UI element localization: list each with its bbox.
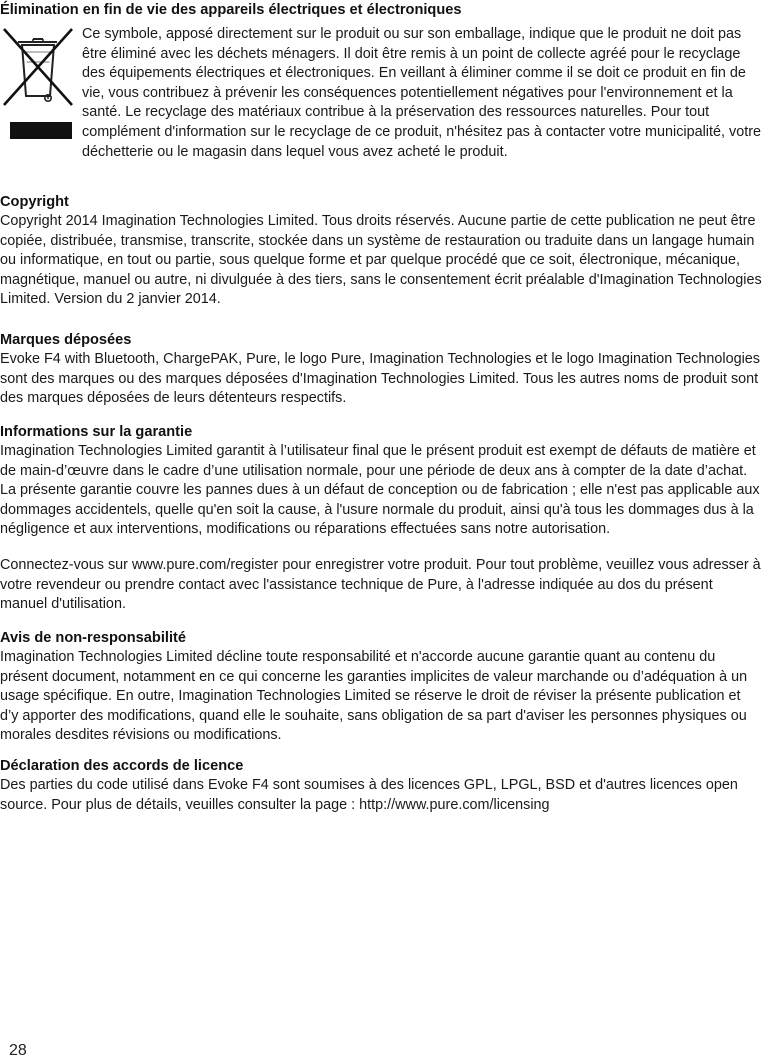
disclaimer-heading: Avis de non-responsabilité [0, 630, 186, 646]
trademarks-heading: Marques déposées [0, 332, 132, 348]
licence-heading: Déclaration des accords de licence [0, 758, 244, 774]
weee-paragraph: Ce symbole, apposé directement sur le produit ou sur son emballage, indique que le produit ne doit pas être éliminé avec les déchets ménagers. Il doit être remis à un point de collecte agréé pour le recyclage des équipements électriques et électroniques. En veillant à éliminer comme il se doit ce produit en fin de vie, vous contribuez à prévenir les conséquences potentiellement négatives pour l'environnement et la santé. Le recyclage des matériaux contribue à la préservation des ressources naturelles. Pour tout complément d'information sur le recyclage de ce produit, n'hésitez pas à contacter votre municipalité, votre déchetterie ou le magasin dans lequel vous avez acheté le produit. [82, 26, 761, 160]
warranty-paragraph-2: Connectez-vous sur www.pure.com/register pour enregistrer votre produit. Pour tout problème, veuillez vous adresser à votre revendeur ou prendre contact avec l'assistance technique de Pure, à l'adresse indiquée au dos du présent manuel d'utilisation. [0, 557, 761, 613]
page-number: 28 [9, 1042, 27, 1059]
weee-heading: Élimination en fin de vie des appareils électriques et électroniques [0, 2, 462, 18]
warranty-heading: Informations sur la garantie [0, 424, 193, 440]
licence-paragraph: Des parties du code utilisé dans Evoke F4 sont soumises à des licences GPL, LPGL, BSD et d'autres licences open source. Pour plus de détails, veuilles consulter la page : http://www.pure.com/licensing [0, 777, 738, 813]
trademarks-paragraph: Evoke F4 with Bluetooth, ChargePAK, Pure, le logo Pure, Imagination Technologies et le logo Imagination Technologies sont des marques ou des marques déposées d'Imagination Technologies Limited. Tous les autres noms de produit sont des marques déposées de leurs détenteurs respectifs. [0, 351, 760, 407]
copyright-paragraph: Copyright 2014 Imagination Technologies Limited. Tous droits réservés. Aucune partie de cette publication ne peut être copiée, distribuée, transmise, transcrite, stockée dans un système de restauration ou traduite dans un langage humain ou informatique, en tout ou partie, sous quelque forme et par quelque procédé que ce soit, électronique, mécanique, magnétique, manuel ou autre, ni divulguée à des tiers, sans le consentement écrit préalable d'Imagination Technologies Limited. Version du 2 janvier 2014. [0, 213, 762, 308]
disclaimer-paragraph: Imagination Technologies Limited décline toute responsabilité et n'accorde aucune garantie quant au contenu du présent document, notamment en ce qui concerne les garanties implicites de valeur marchande ou d’adéquation à un usage spécifique. En outre, Imagination Technologies Limited se réserve le droit de réviser la présente publication et d’y apporter des modifications, quand elle le souhaite, sans obligation de sa part d'aviser les personnes physiques ou morales desdites révisions ou modifications. [0, 649, 748, 744]
crossed-out-wheelie-bin-icon [2, 26, 74, 108]
warranty-paragraph-1: Imagination Technologies Limited garantit à l’utilisateur final que le présent produit est exempt de défauts de matière et de main-d’œuvre dans le cadre d’une utilisation normale, pour une période de deux ans à compter de la date d’achat. La présente garantie couvre les pannes dues à un défaut de conception ou de fabrication ; elle n'est pas applicable aux dommages accidentels, quelle qu'en soit la cause, à l'usure normale du produit, ainsi qu'à tous les dommages dus à la négligence et aux interventions, modifications ou réparations effectuées sans notre autorisation. [0, 443, 760, 538]
weee-solid-bar [10, 122, 72, 139]
copyright-heading: Copyright [0, 194, 69, 210]
